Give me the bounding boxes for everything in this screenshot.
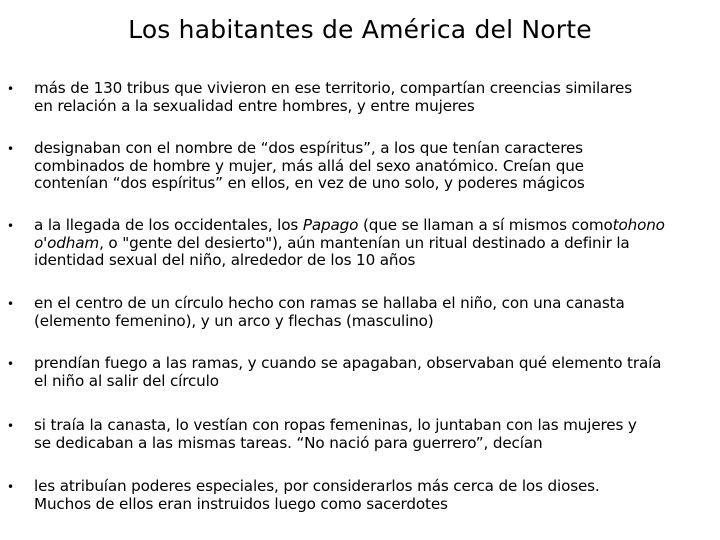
- text-segment: , o "gente del desierto"), aún mantenían un ritual destinado a definir la: [99, 233, 630, 252]
- bullet-text: [34, 478, 710, 513]
- slide-title: Los habitantes de América del Norte: [128, 15, 592, 44]
- text-line: en el centro de un círculo hecho con ramas se hallaba el niño, con una canasta: [34, 294, 625, 312]
- text-line: combinados de hombre y mujer, más allá del sexo anatómico. Creían que: [34, 156, 584, 175]
- text-line: prendían fuego a las ramas, y cuando se apagaban, observaban qué elemento traía: [34, 354, 662, 372]
- bullet-icon: •: [7, 142, 15, 156]
- text-line: (elemento femenino), y un arco y flechas (masculino): [34, 311, 434, 330]
- bullet-text: [34, 217, 710, 270]
- italic-term-oodham: o'odham: [34, 233, 100, 252]
- italic-term-papago: Papago: [302, 216, 359, 234]
- text-line: en relación a la sexualidad entre hombres, y entre mujeres: [34, 96, 475, 115]
- text-segment: (que se llaman a sí mismos como: [358, 216, 613, 234]
- text-line: les atribuían poderes especiales, por considerarlos más cerca de los dioses.: [34, 477, 600, 495]
- text-line: designaban con el nombre de “dos espíritus”, a los que tenían caracteres: [34, 139, 583, 157]
- bullet-icon: •: [7, 419, 15, 433]
- bullet-text: [34, 417, 710, 452]
- text-line: contenían “dos espíritus” en ellos, en vez de uno solo, y poderes mágicos: [34, 174, 585, 192]
- bullet-icon: •: [7, 297, 15, 311]
- text-line: si traía la canasta, lo vestían con ropas femeninas, lo juntaban con las mujeres y: [34, 416, 637, 434]
- text-line: más de 130 tribus que vivieron en ese territorio, compartían creencias similares: [34, 79, 632, 97]
- text-line: se dedicaban a las mismas tareas. “No nació para guerrero”, decían: [34, 433, 543, 452]
- bullet-icon: •: [7, 357, 15, 371]
- bullet-text: [34, 295, 710, 330]
- bullet-text: [34, 355, 710, 390]
- italic-term-tohono: tohono: [612, 216, 665, 234]
- bullet-icon: •: [7, 219, 15, 233]
- bullet-text: [34, 140, 710, 193]
- text-segment: a la llegada de los occidentales, los: [34, 216, 303, 234]
- bullet-icon: •: [7, 480, 15, 494]
- text-line: Muchos de ellos eran instruidos luego como sacerdotes: [34, 494, 448, 513]
- bullet-icon: •: [7, 82, 15, 96]
- text-line: identidad sexual del niño, alrededor de los 10 años: [34, 251, 416, 269]
- text-line: el niño al salir del círculo: [34, 371, 219, 390]
- bullet-text: [34, 80, 710, 115]
